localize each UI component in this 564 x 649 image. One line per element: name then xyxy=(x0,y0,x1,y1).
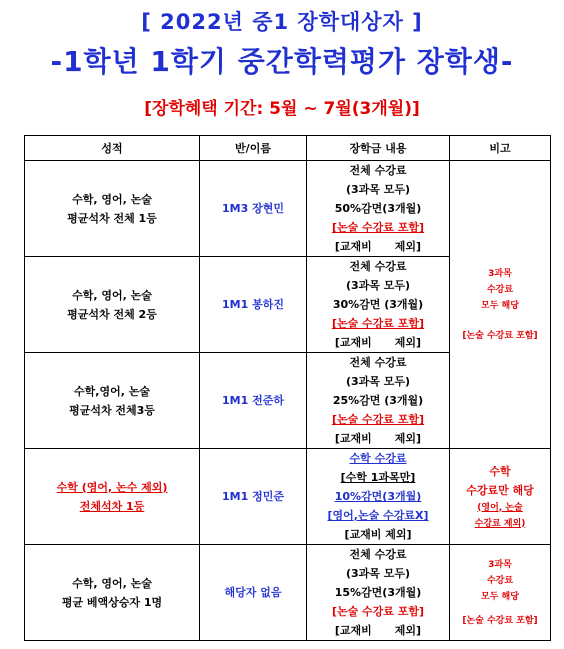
student-cell: 1M1 봉하진 xyxy=(200,257,307,353)
table-row xyxy=(25,161,551,257)
scholarship-table xyxy=(24,135,551,641)
header-grade: 성적 xyxy=(25,136,200,161)
table-header-row xyxy=(25,136,551,161)
benefit-cell: 전체 수강료 (3과목 모두) 30%감면 (3개월) [논술 수강료 포함] [교재비 제외] xyxy=(307,257,450,353)
page-title: [ 2022년 중1 장학대상자 ] xyxy=(141,10,423,34)
note-cell-group: 3과목 수강료 모두 해당 [논술 수강료 포함] xyxy=(450,161,551,449)
student-cell: 1M3 장현민 xyxy=(200,161,307,257)
header-note: 비고 xyxy=(450,136,551,161)
grade-cell: 수학, 영어, 논술 평균석차 전체 1등 xyxy=(25,161,200,257)
header-benefit: 장학금 내용 xyxy=(307,136,450,161)
table-row xyxy=(25,545,551,641)
header-student: 반/이름 xyxy=(200,136,307,161)
student-cell: 1M1 정민준 xyxy=(200,449,307,545)
grade-cell: 수학,영어, 논술 평균석차 전체3등 xyxy=(25,353,200,449)
note-cell: 수학 수강료만 해당 (영어, 논술 수강료 제외) xyxy=(450,449,551,545)
benefit-cell: 수학 수강료 [수학 1과목만] 10%감면(3개월) [영어,논술 수강료X] [교재비 제외] xyxy=(307,449,450,545)
student-cell: 1M1 전준하 xyxy=(200,353,307,449)
grade-cell: 수학, 영어, 논술 평균 베액상승자 1명 xyxy=(25,545,200,641)
page-heading: -1학년 1학기 중간학력평가 장학생- xyxy=(50,45,514,78)
benefit-cell: 전체 수강료 (3과목 모두) 50%감면(3개월) [논술 수강료 포함] [교재비 제외] xyxy=(307,161,450,257)
student-cell: 해당자 없음 xyxy=(200,545,307,641)
benefit-cell: 전체 수강료 (3과목 모두) 25%감면 (3개월) [논술 수강료 포함] [교재비 제외] xyxy=(307,353,450,449)
benefit-period: [장학혜택 기간: 5월 ~ 7월(3개월)] xyxy=(144,99,420,119)
grade-cell: 수학 (영어, 논수 제외) 전체석차 1등 xyxy=(25,449,200,545)
grade-cell: 수학, 영어, 논술 평균석차 전체 2등 xyxy=(25,257,200,353)
benefit-cell: 전체 수강료 (3과목 모두) 15%감면(3개월) [논술 수강료 포함] [교재비 제외] xyxy=(307,545,450,641)
note-cell: 3과목 수강료 모두 해당 [논술 수강료 포함] xyxy=(450,545,551,641)
table-row xyxy=(25,449,551,545)
